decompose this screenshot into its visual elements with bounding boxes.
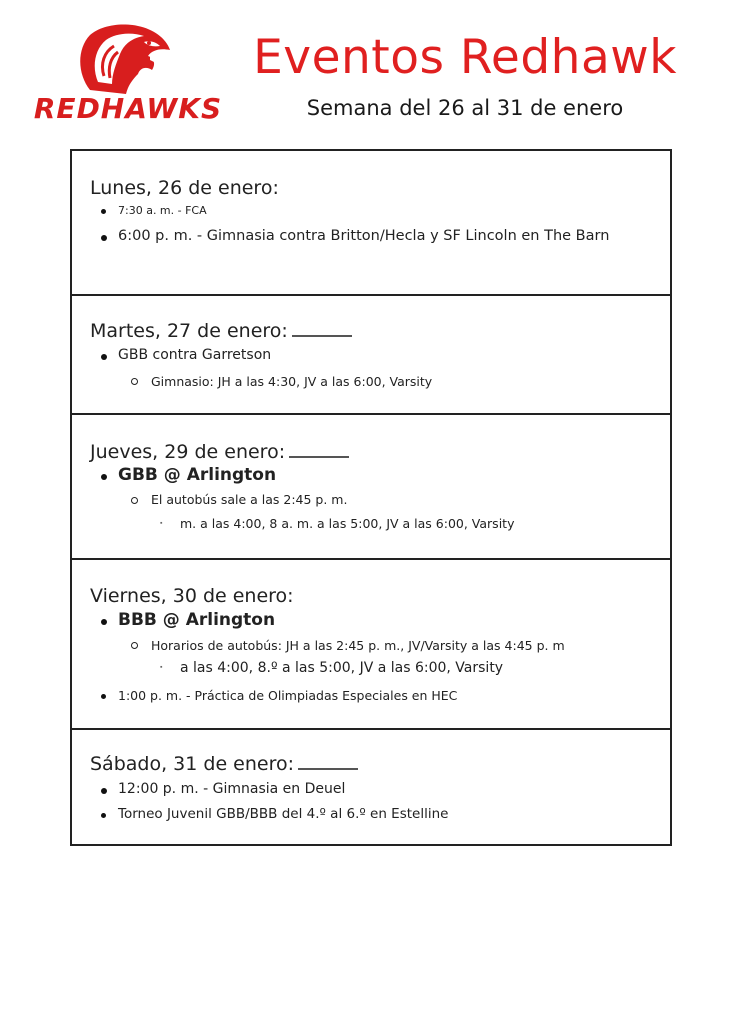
page-title: Eventos Redhawk [253, 30, 677, 85]
blank-line [298, 752, 358, 770]
day-title-text: Martes, 27 de enero: [90, 320, 288, 342]
page-subtitle: Semana del 26 al 31 de enero [306, 96, 624, 120]
day-title: Lunes, 26 de enero: [90, 177, 279, 199]
event-item: Torneo Juvenil GBB/BBB del 4.º al 6.º en Estelline [118, 806, 449, 822]
day-block-saturday [72, 730, 670, 844]
bullet-icon [101, 694, 106, 699]
bullet-icon [101, 209, 106, 214]
redhawks-logo [28, 20, 228, 128]
event-subitem: m. a las 4:00, 8 a. m. a las 5:00, JV a las 6:00, Varsity [180, 516, 515, 531]
event-item: BBB @ Arlington [118, 610, 276, 630]
event-subitem: Horarios de autobús: JH a las 2:45 p. m., JV/Varsity a las 4:45 p. m [151, 638, 565, 653]
day-title [90, 440, 349, 463]
event-item: GBB contra Garretson [118, 347, 272, 363]
day-title: Viernes, 30 de enero: [90, 585, 294, 607]
day-block-thursday [72, 415, 670, 560]
event-subitem: a las 4:00, 8.º a las 5:00, JV a las 6:00, Varsity [180, 660, 504, 676]
bullet-icon [101, 354, 107, 360]
day-block-tuesday [72, 296, 670, 415]
event-item: 6:00 p. m. - Gimnasia contra Britton/Hecla y SF Lincoln en The Barn [118, 228, 610, 244]
bullet-icon [101, 235, 107, 241]
event-item: 12:00 p. m. - Gimnasia en Deuel [118, 781, 346, 797]
square-bullet-icon: ▪ [160, 664, 163, 671]
event-item: 7:30 a. m. - FCA [118, 204, 207, 217]
bullet-icon [101, 619, 107, 625]
event-item: 1:00 p. m. - Práctica de Olimpiadas Especiales en HEC [118, 688, 458, 703]
event-item: GBB @ Arlington [118, 465, 277, 485]
bullet-icon [101, 474, 107, 480]
day-title-text: Jueves, 29 de enero: [90, 441, 286, 463]
day-block-monday [72, 151, 670, 296]
events-table [70, 149, 672, 846]
day-title [90, 752, 358, 775]
logo-text: REDHAWKS [33, 92, 223, 125]
day-block-friday [72, 560, 670, 730]
bullet-icon [101, 813, 106, 818]
circle-bullet-icon [131, 642, 138, 649]
circle-bullet-icon [131, 497, 138, 504]
day-title [90, 319, 352, 342]
event-subitem: El autobús sale a las 2:45 p. m. [151, 492, 348, 507]
day-title-text: Sábado, 31 de enero: [90, 753, 295, 775]
square-bullet-icon: ▪ [160, 520, 163, 527]
blank-line [292, 319, 352, 337]
blank-line [289, 440, 349, 458]
bullet-icon [101, 788, 107, 794]
event-subitem: Gimnasio: JH a las 4:30, JV a las 6:00, Varsity [151, 374, 433, 389]
circle-bullet-icon [131, 378, 138, 385]
